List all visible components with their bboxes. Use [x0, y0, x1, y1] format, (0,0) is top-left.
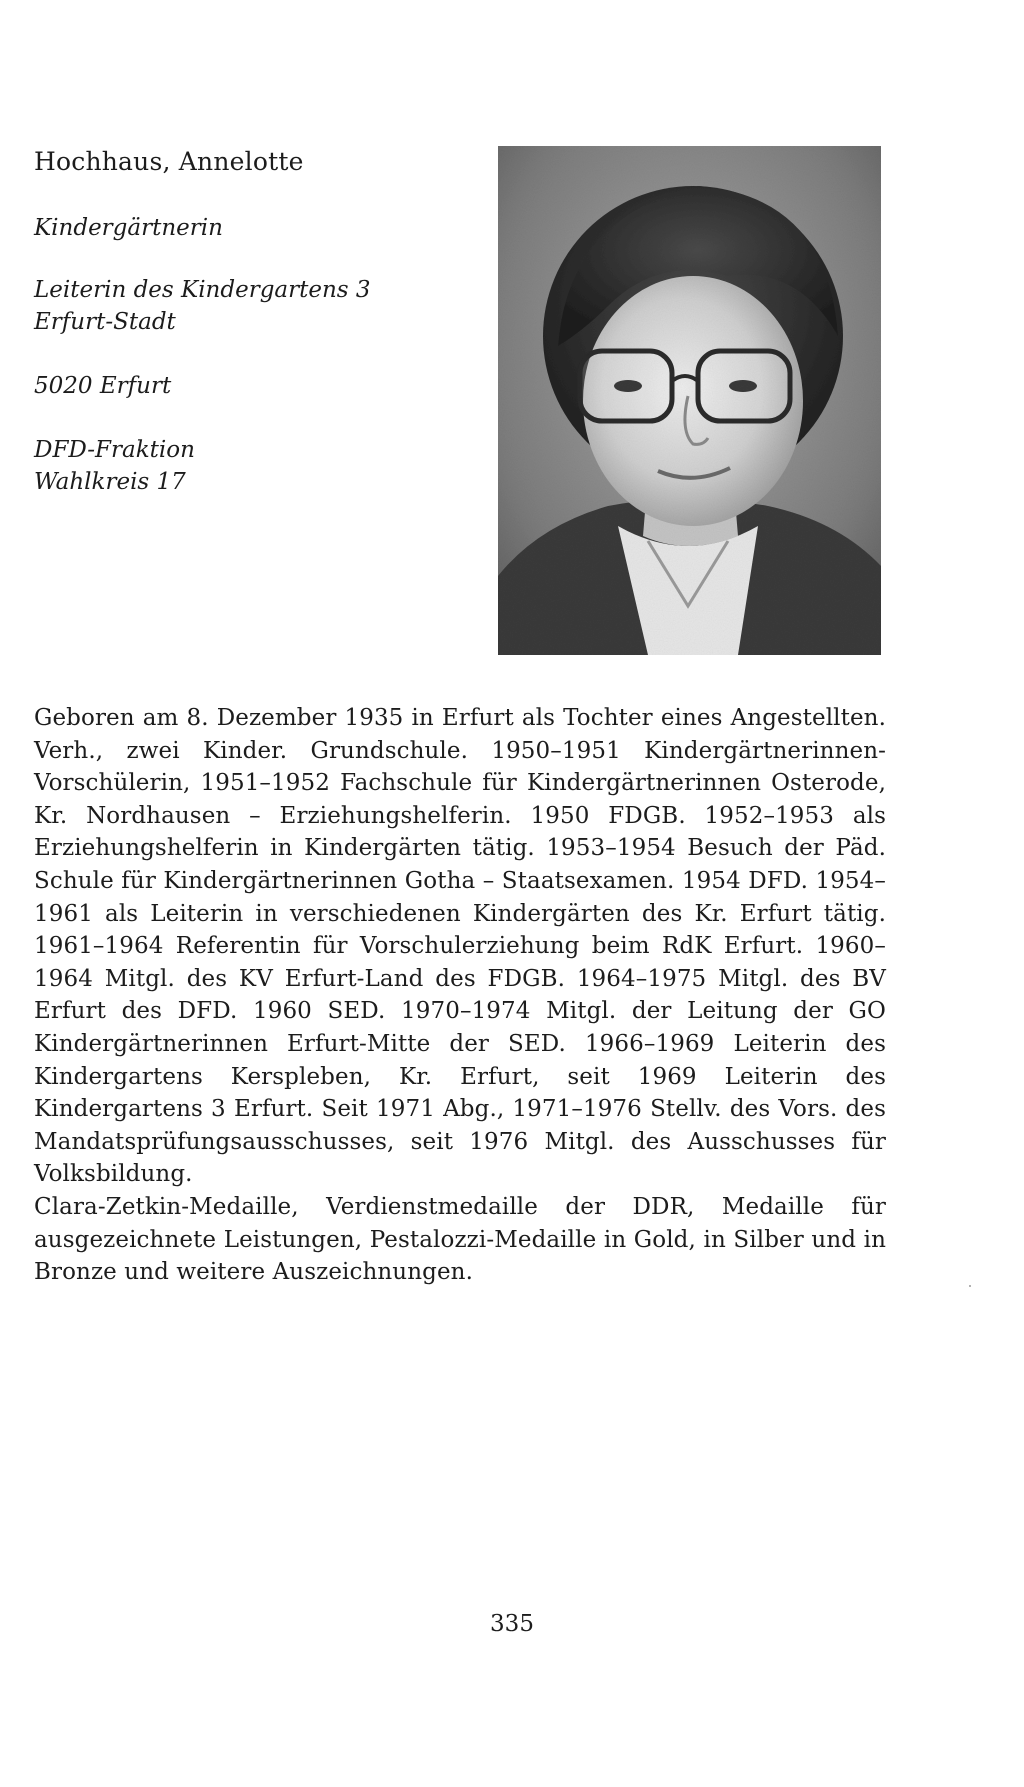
- position-line: Erfurt-Stadt: [34, 309, 176, 335]
- faction-line: DFD-Fraktion: [34, 437, 195, 463]
- portrait-photo: [498, 146, 881, 655]
- entry-name: Hochhaus, Annelotte: [34, 147, 304, 176]
- biography-paragraph: Geboren am 8. Dezember 1935 in Erfurt als Tochter eines Angestellten. Verh., zwei Kinder. Grundschule. 1950–1951 Kindergärtnerinnen-Vorschülerin, 1951–1952 Fachschule für Kindergärtnerinnen Osterode, Kr. Nordhausen – Erziehungshelferin. 1950 FDGB. 1952–1953 als Erziehungshelferin in Kindergärten tätig. 1953–1954 Besuch der Päd. Schule für Kindergärtnerinnen Gotha – Staatsexamen. 1954 DFD. 1954–1961 als Leiterin in verschiedenen Kindergärten des Kr. Erfurt tätig. 1961–1964 Referentin für Vorschulerziehung beim RdK Erfurt. 1960–1964 Mitgl. des KV Erfurt-Land des FDGB. 1964–1975 Mitgl. des BV Erfurt des DFD. 1960 SED. 1970–1974 Mitgl. der Leitung der GO Kindergärtnerinnen Erfurt-Mitte der SED. 1966–1969 Leiterin des Kindergartens Kerspleben, Kr. Erfurt, seit 1969 Leiterin des Kindergartens 3 Erfurt. Seit 1971 Abg., 1971–1976 Stellv. des Vors. des Mandatsprüfungsausschusses, seit 1976 Mitgl. des Ausschusses für Volksbildung.: [34, 705, 886, 1188]
- position-block: [34, 274, 371, 338]
- faction-block: [34, 434, 195, 498]
- awards-paragraph: Clara-Zetkin-Medaille, Verdienstmedaille der DDR, Medaille für ausgezeichnete Leistungen, Pestalozzi-Medaille in Gold, in Silber und in Bronze und weitere Auszeichnungen.: [34, 1193, 886, 1286]
- occupation: Kindergärtnerin: [34, 215, 223, 241]
- page-number: 335: [490, 1611, 534, 1637]
- address: 5020 Erfurt: [34, 373, 172, 399]
- faction-line: Wahlkreis 17: [34, 469, 186, 495]
- scan-speck: [969, 1285, 971, 1287]
- position-line: Leiterin des Kindergartens 3: [34, 277, 371, 303]
- biography: [34, 702, 886, 1289]
